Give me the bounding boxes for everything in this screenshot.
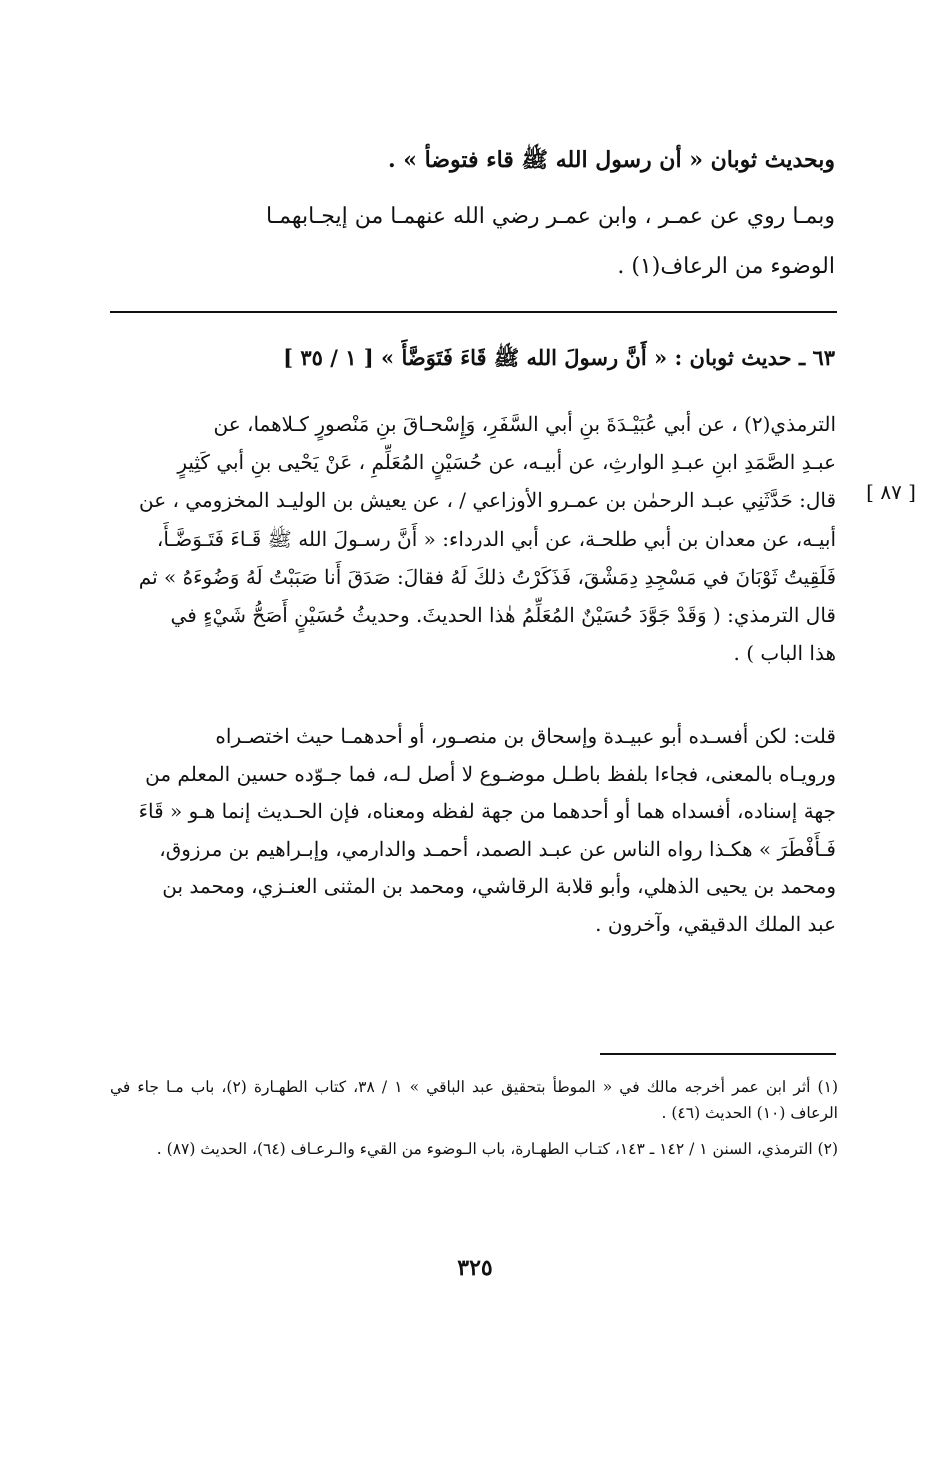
comment-line: جهة إسناده، أفسداه هما أو أحدهما من جهة لفظه ومعناه، فإن الحـديث إنما هـو « قَاءَ [138,799,836,823]
comment-line: ورويـاه بالمعنى، فجاءا بلفظ باطـل موضـوع لا أصل لـه، فما جـوّده حسين المعلم من [145,761,836,786]
intro-paragraph [110,192,835,292]
footnote: (٢) الترمذي، السنن ١ / ١٤٢ ـ ١٤٣، كتـاب الطهـارة، باب الـوضوء من القيء والـرعـاف (٦٤)، الحديث (٨٧) . [156,1140,838,1158]
hadith-text [108,405,836,672]
hadith-line: فَلَقِيتُ ثَوْبَانَ في مَسْجِدِ دِمَشْقَ، فَذَكَرْتُ ذلكَ لَهُ فقالَ: صَدَقَ أَنا صَبَبْتُ لَهُ وَضُوءَهُ » ثم [138,564,836,589]
footnotes [110,1074,838,1172]
section-divider [110,311,837,313]
footnote: (١) أثر ابن عمر أخرجه مالك في « الموطأ بتحقيق عبد الباقي » ١ / ٣٨، كتاب الطهـارة (٢)، باب مـا جاء في الرعاف (١٠) الحديث (٤٦) . [110,1078,838,1122]
comment-line: عبد الملك الدقيقي، وآخرون . [595,911,836,936]
margin-reference: [ ٨٧ ] [866,480,916,504]
hadith-line: قال: حَدَّثَنِي عبـد الرحمٰن بن عمـرو الأوزاعي / ، عن يعيش بن الوليـد المخزومي ، عن [138,488,836,513]
intro-line: وبمـا روي عن عمـر ، وابن عمـر رضي الله عنهمـا من إيجـابهمـا [265,204,835,229]
hadith-heading: ٦٣ ـ حديث ثوبان : « أَنَّ رسولَ الله ﷺ قَاءَ فَتَوَضَّأَ » [ ١ / ٣٥ ] [283,345,835,370]
hadith-line: عبـدِ الصَّمَدِ ابنِ عبـدِ الوارثِ، عن أبيـه، عن حُسَيْنٍ المُعَلِّمِ ، عَنْ يَحْيى بنِ أبي كَثِيرٍ [177,450,836,475]
intro-line: الوضوء من الرعاف(١) . [617,254,835,279]
hadith-line: قال الترمذي: ( وَقَدْ جَوَّدَ حُسَيْنٌ المُعَلِّمُ هٰذا الحديثَ. وحديثُ حُسَيْنٍ أَصَحُّ شَيْءٍ في [170,603,836,628]
hadith-line: الترمذي(٢) ، عن أبي عُبَيْـدَةَ بنِ أبي السَّفَرِ، وَإِسْحـاقَ بنِ مَنْصورٍ كـلاهما، عن [213,412,836,436]
footnote-divider [600,1053,836,1055]
comment-line: فَـأَفْطَرَ » هكـذا رواه الناس عن عبـد الصمد، أحمـد والدارمي، وإبـراهيم بن مرزوق، [159,836,836,861]
hadith-line: أبيـه، عن معدان بن أبي طلحـة، عن أبي الدرداء: « أَنَّ رسـولَ الله ﷺ قَـاءَ فَتَـوَضَّـأَ، [156,526,836,551]
page-number: ٣٢٥ [457,1255,493,1281]
hadith-line: هذا الباب ) . [733,641,836,666]
comment-line: قلت: لكن أفسـده أبو عبيـدة وإسحاق بن منصـور، أو أحدهمـا حيث اختصـراه [215,724,836,748]
quoted-hadith-line: وبحديث ثوبان « أن رسول الله ﷺ قاء فتوضأ » . [387,147,835,173]
author-comment [108,718,836,943]
comment-line: ومحمد بن يحيى الذهلي، وأبو قلابة الرقاشي، ومحمد بن المثنى العنـزي، ومحمد بن [162,874,836,898]
